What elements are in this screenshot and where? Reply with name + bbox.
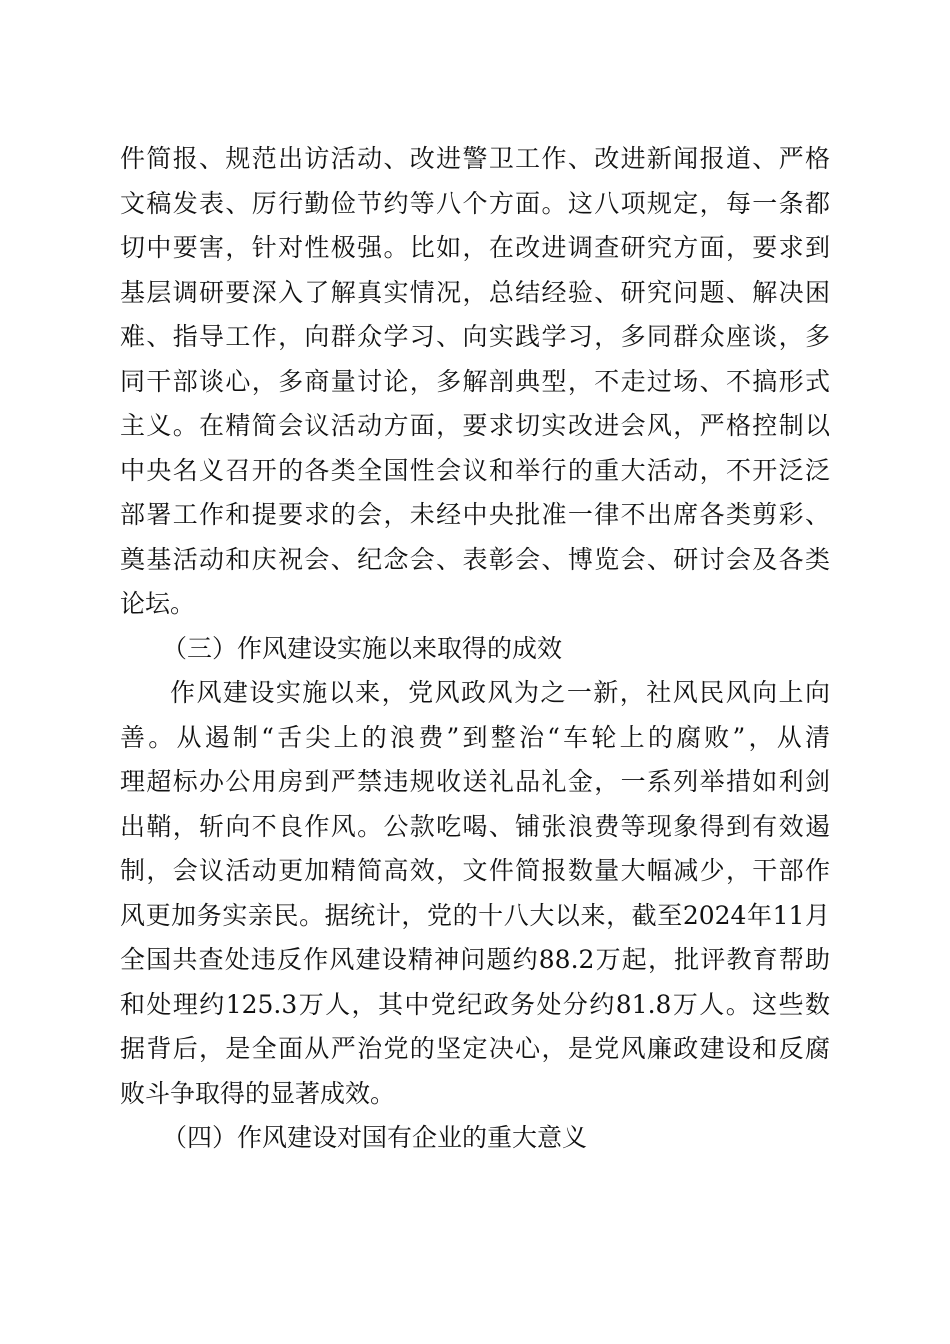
text-line: 和处理约125.3万人，其中党纪政务处分约81.8万人。这些数 [120,989,830,1019]
text-line: 主义。在精简会议活动方面，要求切实改进会风，严格控制以 [120,411,830,440]
text-line: 理超标办公用房到严禁违规收送礼品礼金，一系列举措如利剑 [120,767,830,796]
text-line: 文稿发表、厉行勤俭节约等八个方面。这八项规定，每一条都 [120,188,830,218]
text-line: 出鞘，斩向不良作风。公款吃喝、铺张浪费等现象得到有效遏 [120,811,830,841]
text-line: 风更加务实亲民。据统计，党的十八大以来，截至2024年11月 [120,900,830,930]
text-line: 全国共查处违反作风建设精神问题约88.2万起，批评教育帮助 [120,945,830,974]
text-line: 善。从遏制“舌尖上的浪费”到整治“车轮上的腐败”，从清 [120,722,830,752]
text-line: 作风建设实施以来，党风政风为之一新，社风民风向上向 [170,678,830,707]
text-line: 件简报、规范出访活动、改进警卫工作、改进新闻报道、严格 [120,144,830,173]
text-line: 制，会议活动更加精简高效，文件简报数量大幅减少，干部作 [120,856,830,885]
text-line: 难、指导工作，向群众学习、向实践学习，多同群众座谈，多 [120,322,830,351]
text-line: 败斗争取得的显著成效。 [120,1078,396,1108]
section-heading: （三）作风建设实施以来取得的成效 [162,633,563,663]
text-line: 部署工作和提要求的会，未经中央批准一律不出席各类剪彩、 [120,500,830,529]
text-line: 中央名义召开的各类全国性会议和举行的重大活动，不开泛泛 [120,455,830,485]
document-page [120,137,830,1161]
text-line: 基层调研要深入了解真实情况，总结经验、研究问题、解决困 [120,277,830,307]
text-line: 奠基活动和庆祝会、纪念会、表彰会、博览会、研讨会及各类 [120,544,830,574]
section-heading: （四）作风建设对国有企业的重大意义 [162,1123,588,1152]
text-line: 同干部谈心，多商量讨论，多解剖典型，不走过场、不搞形式 [120,366,830,396]
text-line: 据背后，是全面从严治党的坚定决心，是党风廉政建设和反腐 [120,1034,830,1063]
text-line: 切中要害，针对性极强。比如，在改进调查研究方面，要求到 [120,233,830,262]
text-line: 论坛。 [120,589,196,618]
